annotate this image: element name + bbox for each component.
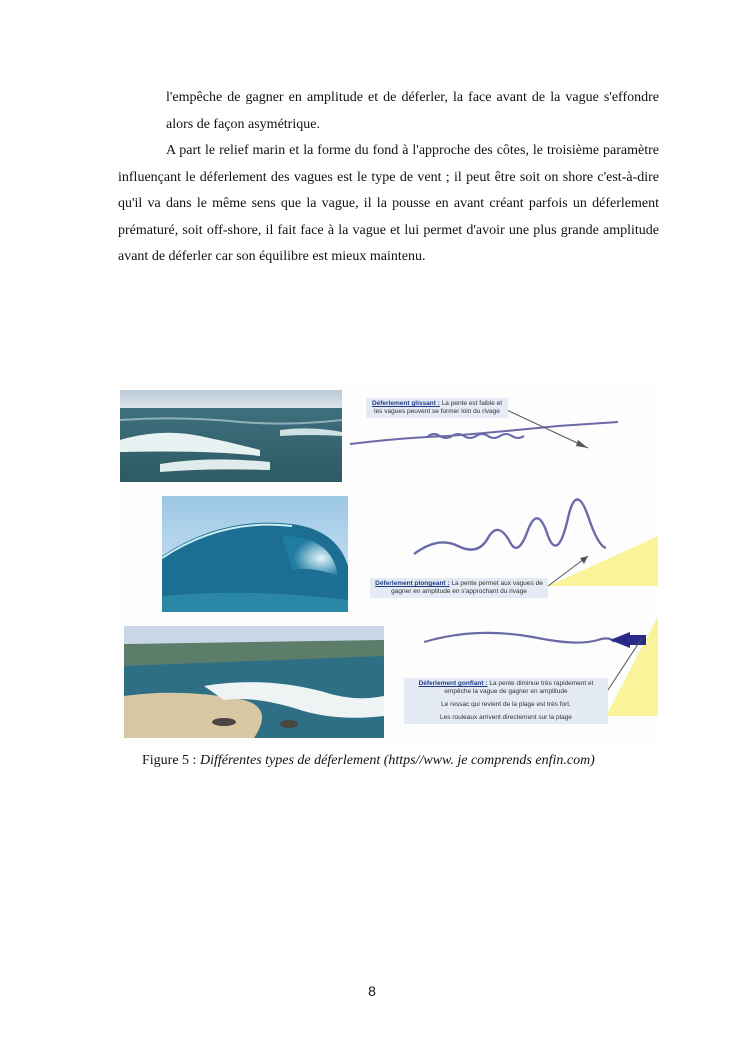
plunging-slope: [548, 536, 658, 586]
surging-wave-line: [424, 633, 614, 643]
caption-text: Différentes types de déferlement (https//www. je comprends enfin.com): [199, 753, 595, 768]
note-surging-title: Déferlement gonflant :: [418, 680, 488, 687]
paragraph-1: l'empêche de gagner en amplitude et de déferler, la face avant de la vague s'effondre alors de façon asymétrique.: [166, 90, 659, 132]
note-spilling: [366, 398, 508, 418]
plunging-wave-line: [414, 499, 606, 554]
surging-slope: [606, 616, 658, 716]
note-surging-line3: Les rouleaux arrivent directement sur la plage: [440, 714, 572, 721]
note-surging-text: La pente diminue très rapidement et empêche la vague de gagner en amplitude: [444, 680, 594, 695]
note-surging-line2: Le ressac qui revient de la plage est très fort.: [441, 701, 571, 708]
figure-caption: [142, 753, 595, 769]
note-plunging: [370, 578, 548, 598]
note-plunging-text: La pente permet aux vagues de gagner en amplitude en s'approchant du rivage: [391, 580, 543, 595]
note-spilling-title: Déferlement glissant :: [371, 400, 440, 407]
paragraph-2: A part le relief marin et la forme du fond à l'approche des côtes, le troisième paramètre influençant le déferlement des vagues est le type de vent ; il peut être soit on shore c'est-à-dire qu'il va dans le même sens que la vague, il la pousse en avant créant parfois un déferlement prématuré, soit off-shore, il fait face à la vague et lui permet d'avoir une plus grande amplitude avant de déferler car son équilibre est mieux maintenu.: [118, 143, 659, 264]
note-surging: [404, 678, 608, 724]
note-spilling-text: La pente est faible et les vagues peuvent se former loin du rivage: [374, 400, 503, 415]
note-plunging-title: Déferlement plongeant :: [375, 580, 450, 587]
caption-prefix: Figure 5 :: [142, 753, 200, 768]
spilling-slope-line: [494, 404, 588, 448]
page-number: 8: [368, 983, 376, 999]
figure-breaking-types: [118, 386, 658, 744]
wind-arrow-icon: [610, 632, 630, 648]
